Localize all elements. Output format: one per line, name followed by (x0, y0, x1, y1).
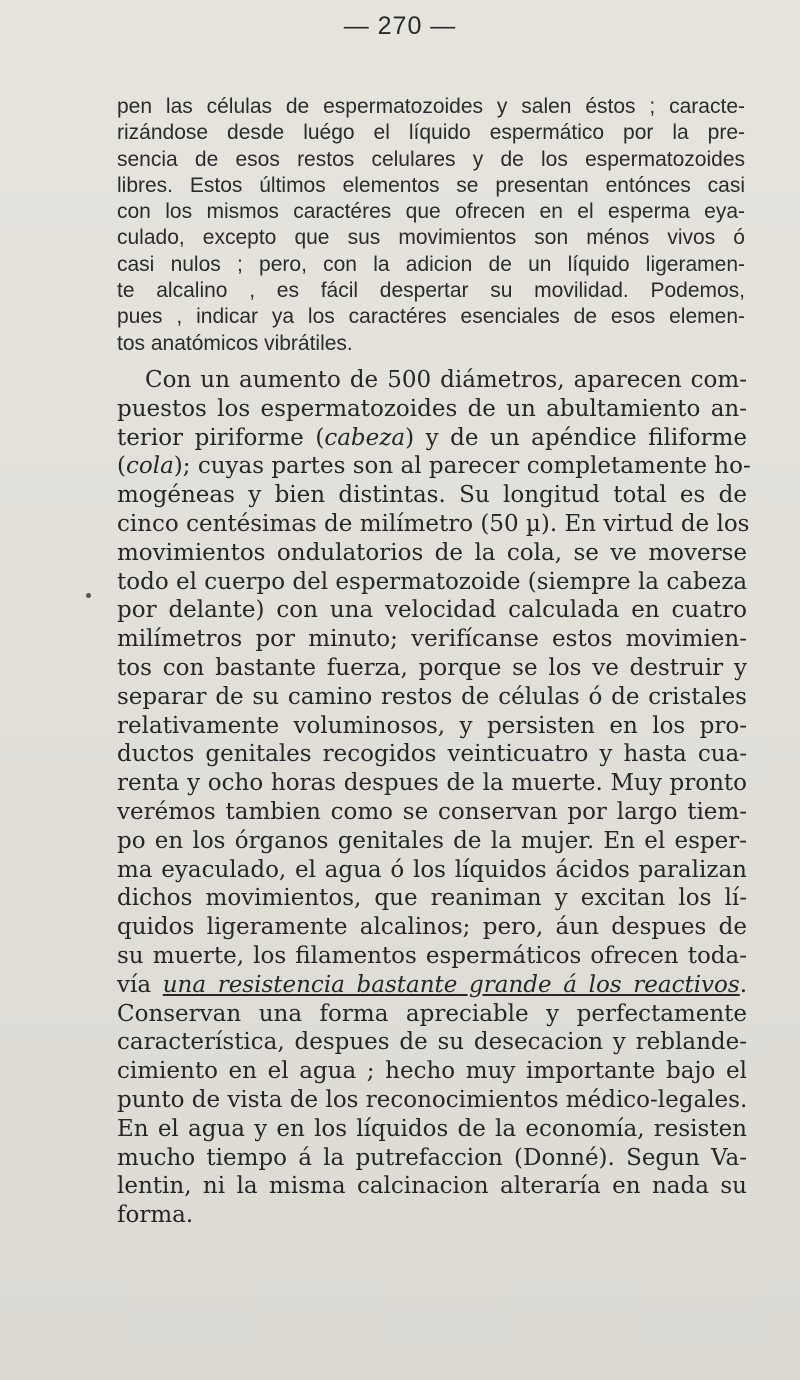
text-segment: ( (117, 453, 126, 480)
text-line: puestos los espermatozoides de un abultamiento an- (117, 395, 747, 422)
paragraph-1 (117, 94, 745, 357)
text-line: mucho tiempo á la putrefaccion (Donné). Segun Va- (117, 1144, 747, 1171)
italic-term-cabeza: cabeza (324, 424, 406, 451)
text-line: libres. Estos últimos elementos se presentan entónces casi (117, 173, 745, 197)
text-line: te alcalino , es fácil despertar su movilidad. Podemos, (117, 279, 745, 303)
text-segment: vía (117, 971, 163, 998)
text-segment: terior piriforme ( (117, 424, 325, 451)
text-line: po en los órganos genitales de la mujer. En el esper- (117, 827, 747, 854)
text-line: dichos movimientos, que reaniman y excitan los lí- (117, 885, 747, 912)
paragraph-2 (117, 366, 751, 1230)
text-line: movimientos ondulatorios de la cola, se ve moverse (117, 539, 747, 566)
text-line (117, 452, 751, 481)
text-line: su muerte, los filamentos espermáticos ofrecen toda- (117, 942, 747, 969)
text-line: ma eyaculado, el agua ó los líquidos ácidos paralizan (117, 856, 747, 883)
text-segment: ) y de un apéndice filiforme (405, 424, 747, 451)
text-line: pen las células de espermatozoides y salen éstos ; caracte- (117, 95, 745, 118)
text-line: culado, excepto que sus movimientos son ménos vivos ó (117, 226, 745, 250)
text-line: lentin, ni la misma calcinacion alteraría en nada su (117, 1173, 747, 1200)
italic-term-cola: cola (125, 453, 174, 480)
text-line: casi nulos ; pero, con la adicion de un líquido ligeramen- (117, 252, 745, 276)
text-line: separar de su camino restos de células ó de cristales (117, 683, 747, 710)
text-line: forma. (117, 1202, 194, 1229)
page-number: — 270 — (343, 12, 457, 40)
text-line: quidos ligeramente alcalinos; pero, áun despues de (117, 914, 747, 941)
text-line: rizándose desde luégo el líquido espermático por la pre- (117, 121, 745, 145)
italic-phrase-resistencia: una resistencia bastante grande á los reactivos (162, 971, 740, 998)
text-line: por delante) con una velocidad calculada en cuatro (117, 597, 747, 624)
text-line: Con un aumento de 500 diámetros, aparecen com- (145, 367, 747, 393)
text-line (117, 424, 747, 453)
text-line: En el agua y en los líquidos de la economía, resisten (117, 1115, 747, 1142)
text-line: sencia de esos restos celulares y de los espermatozoides (117, 147, 745, 171)
text-line: ductos genitales recogidos veinticuatro y hasta cua- (117, 741, 747, 768)
text-line: cinco centésimas de milímetro (50 µ). En virtud de los (117, 510, 750, 537)
text-segment: ); cuyas partes son al parecer completamente ho- (173, 453, 751, 480)
text-line (117, 971, 747, 1000)
text-line: con los mismos caractéres que ofrecen en el esperma eya- (117, 200, 745, 224)
text-line: tos anatómicos vibrátiles. (117, 331, 353, 355)
text-line: característica, despues de su desecacion y reblande- (117, 1029, 747, 1056)
text-line: mogéneas y bien distintas. Su longitud total es de (117, 482, 747, 509)
text-line: verémos tambien como se conservan por largo tiem- (117, 798, 747, 825)
text-line: punto de vista de los reconocimientos médico-legales. (117, 1086, 748, 1113)
text-line: relativamente voluminosos, y persisten en los pro- (117, 712, 747, 739)
text-line: cimiento en el agua ; hecho muy importante bajo el (117, 1058, 747, 1085)
text-segment: . (739, 971, 748, 998)
text-line: Conservan una forma apreciable y perfectamente (117, 1000, 747, 1027)
text-line: pues , indicar ya los caractéres esenciales de esos elemen- (117, 305, 745, 329)
text-line: tos con bastante fuerza, porque se los ve destruir y (117, 654, 747, 681)
text-line: renta y ocho horas despues de la muerte. Muy pronto (117, 770, 747, 797)
text-line: todo el cuerpo del espermatozoide (siempre la cabeza (117, 568, 748, 595)
ink-speck (86, 593, 91, 598)
text-line: milímetros por minuto; verifícanse estos movimien- (117, 626, 747, 653)
